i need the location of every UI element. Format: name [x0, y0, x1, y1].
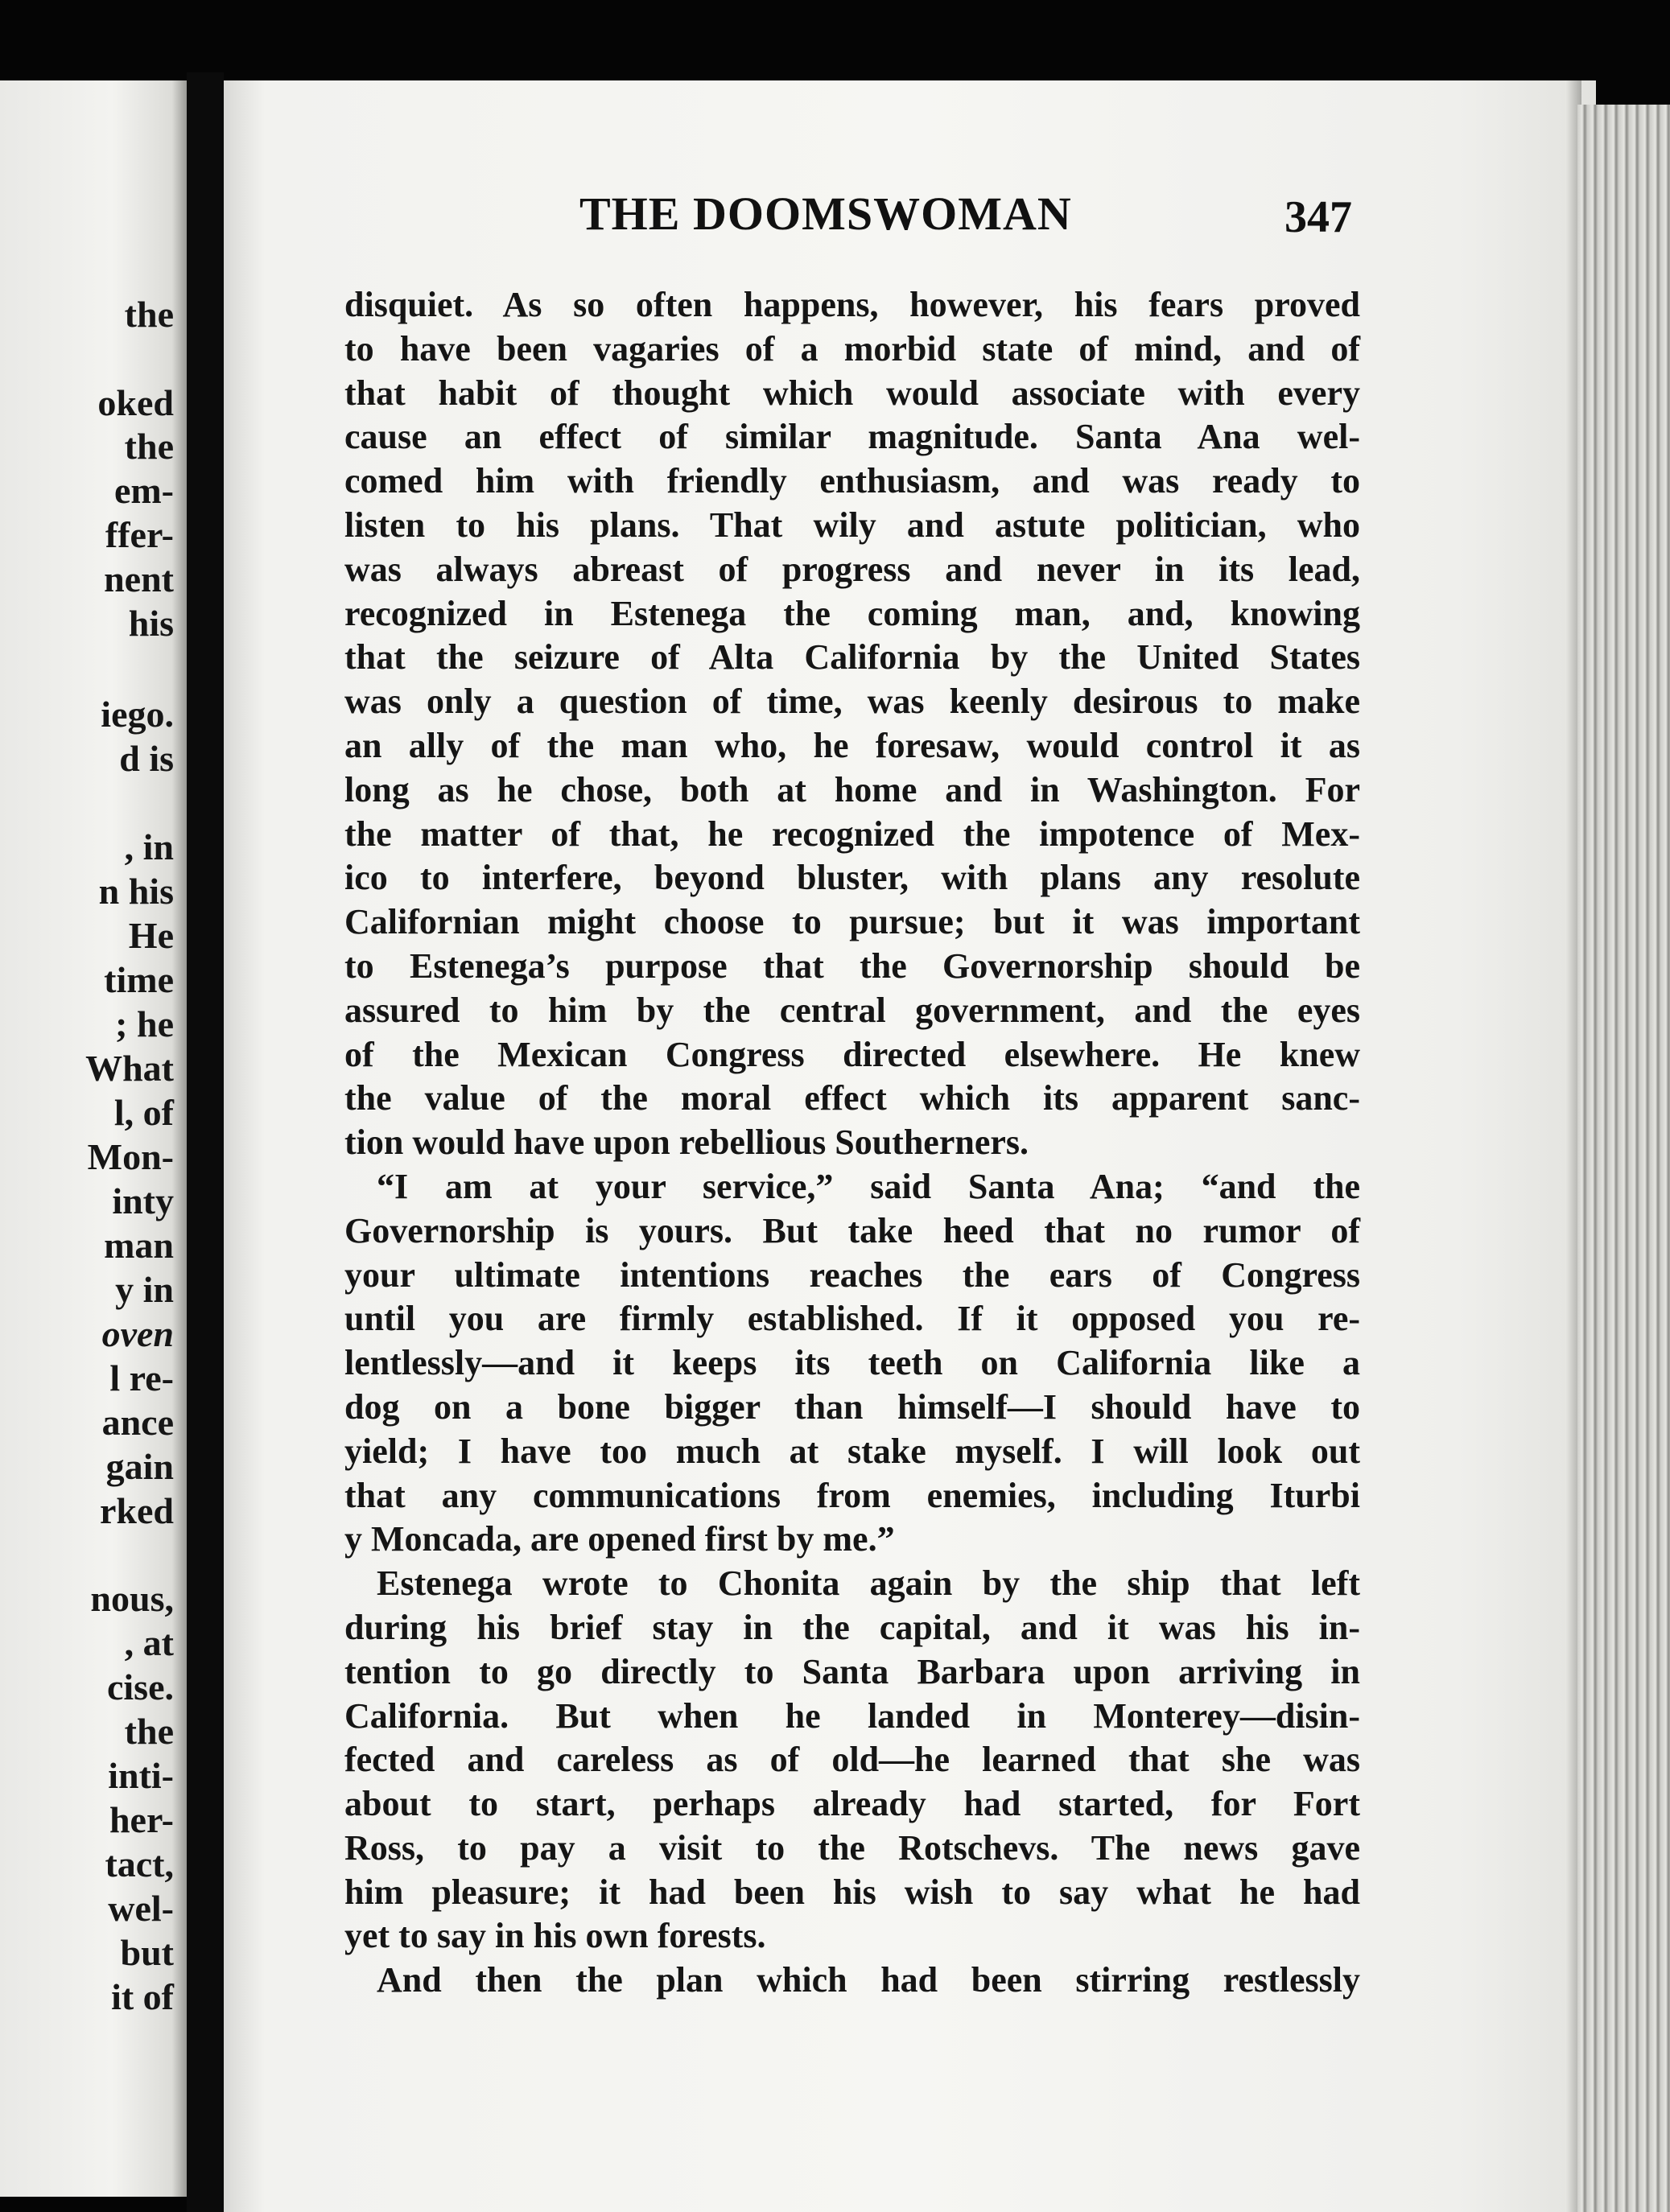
body-text	[344, 283, 1360, 2003]
page-number: 347	[1284, 192, 1352, 242]
text-line: y Moncada, are opened first by me.”	[344, 1519, 895, 1559]
left-page-line: , at	[124, 1622, 174, 1663]
left-page-line: inty	[112, 1180, 174, 1221]
text-line: disquiet. As so often happens, however, his fears proved	[344, 285, 1360, 324]
left-page-line: the	[124, 1711, 174, 1752]
text-line: dog on a bone bigger than himself—I should have to	[344, 1386, 1360, 1427]
text-line: assured to him by the central government, and the eyes	[344, 990, 1360, 1030]
text-line: that any communications from enemies, including Iturbi	[344, 1475, 1360, 1515]
left-page-line: the	[124, 294, 174, 335]
left-page-line: , in	[124, 826, 174, 867]
left-page-line: oked	[97, 382, 174, 423]
text-line: tion would have upon rebellious Southerners.	[344, 1122, 1029, 1163]
text-line: cause an effect of similar magnitude. Santa Ana wel-	[344, 417, 1360, 457]
left-page-line: inti-	[108, 1755, 174, 1796]
left-page-line: but	[120, 1932, 174, 1973]
left-page-line: l re-	[109, 1357, 174, 1398]
text-line: during his brief stay in the capital, and it was his in-	[344, 1607, 1360, 1647]
left-page-line: nent	[104, 558, 174, 599]
text-line: about to start, perhaps already had started, for Fort	[344, 1784, 1360, 1824]
left-page-line: cise.	[106, 1666, 174, 1707]
left-page-line: He	[128, 915, 174, 956]
text-line: California. But when he landed in Monterey—disin-	[344, 1695, 1360, 1736]
text-line: the value of the moral effect which its apparent sanc-	[344, 1078, 1360, 1118]
running-head: THE DOOMSWOMAN	[579, 187, 1072, 240]
left-page-line: What	[85, 1048, 174, 1089]
left-page-line: tact,	[105, 1843, 174, 1885]
text-line: an ally of the man who, he foresaw, would control it as	[344, 725, 1360, 765]
text-line: was only a question of time, was keenly desirous to make	[344, 682, 1360, 722]
paragraph-start-line: “I am at your service,” said Santa Ana; “and the	[377, 1166, 1360, 1206]
left-page-line: the	[124, 426, 174, 467]
left-page-line: ffer-	[105, 514, 174, 555]
left-page-line: gain	[105, 1446, 174, 1487]
paragraph-start-line: Estenega wrote to Chonita again by the ship that left	[377, 1563, 1360, 1604]
left-page-line: ; he	[115, 1003, 174, 1044]
text-line: fected and careless as of old—he learned that she was	[344, 1740, 1360, 1780]
text-line: until you are firmly established. If it opposed you re-	[344, 1299, 1360, 1339]
paragraph-start-line: And then the plan which had been stirring restlessly	[377, 1960, 1360, 2000]
text-line: yet to say in his own forests.	[344, 1916, 766, 1956]
left-page-line: iego.	[101, 694, 174, 735]
text-line: to Estenega’s purpose that the Governorship should be	[344, 945, 1360, 986]
left-page-line: d is	[119, 738, 174, 779]
text-line: your ultimate intentions reaches the ears of Congress	[344, 1254, 1360, 1295]
left-page-line: ance	[101, 1402, 174, 1443]
text-line: Californian might choose to pursue; but it was important	[344, 902, 1360, 942]
text-line: recognized in Estenega the coming man, and, knowing	[344, 593, 1360, 633]
text-line: that the seizure of Alta California by the United States	[344, 637, 1360, 678]
left-page-line: Mon-	[87, 1136, 174, 1177]
text-line: him pleasure; it had been his wish to say what he had	[344, 1872, 1360, 1912]
text-line: long as he chose, both at home and in Washington. For	[344, 769, 1360, 809]
left-page-line: his	[128, 603, 174, 644]
page-stack-edges	[1577, 105, 1670, 2212]
left-page-line: oven	[101, 1313, 174, 1354]
left-page-line: her-	[109, 1799, 174, 1840]
left-page-line: n his	[98, 871, 174, 912]
text-line: the matter of that, he recognized the impotence of Mex-	[344, 814, 1360, 854]
text-line: yield; I have too much at stake myself. I will look out	[344, 1431, 1360, 1471]
text-line: lentlessly—and it keeps its teeth on California like a	[344, 1343, 1360, 1383]
text-line: of the Mexican Congress directed elsewhere. He knew	[344, 1034, 1360, 1074]
text-line: ico to interfere, beyond bluster, with plans any resolute	[344, 858, 1360, 898]
left-page-line: time	[104, 959, 174, 1000]
left-page-line: man	[104, 1225, 174, 1266]
text-line: was always abreast of progress and never in its lead,	[344, 549, 1360, 589]
text-line: Ross, to pay a visit to the Rotschevs. The news gave	[344, 1827, 1360, 1868]
left-page-line: em-	[113, 470, 174, 511]
left-page-line: l, of	[113, 1092, 174, 1133]
previous-page-fragment	[0, 80, 187, 2197]
text-line: listen to his plans. That wily and astute politician, who	[344, 505, 1360, 545]
left-page-line: wel-	[108, 1888, 174, 1929]
left-page-line: nous,	[90, 1578, 174, 1619]
text-line: to have been vagaries of a morbid state of mind, and of	[344, 328, 1360, 369]
text-line: that habit of thought which would associate with every	[344, 373, 1360, 413]
text-line: comed him with friendly enthusiasm, and was ready to	[344, 461, 1360, 501]
text-line: tention to go directly to Santa Barbara upon arriving in	[344, 1651, 1360, 1691]
left-page-line: rked	[100, 1490, 174, 1531]
book-gutter	[187, 72, 224, 2212]
left-page-line: y in	[115, 1269, 174, 1310]
text-line: Governorship is yours. But take heed that no rumor of	[344, 1210, 1360, 1250]
left-page-line: it of	[111, 1976, 174, 2017]
